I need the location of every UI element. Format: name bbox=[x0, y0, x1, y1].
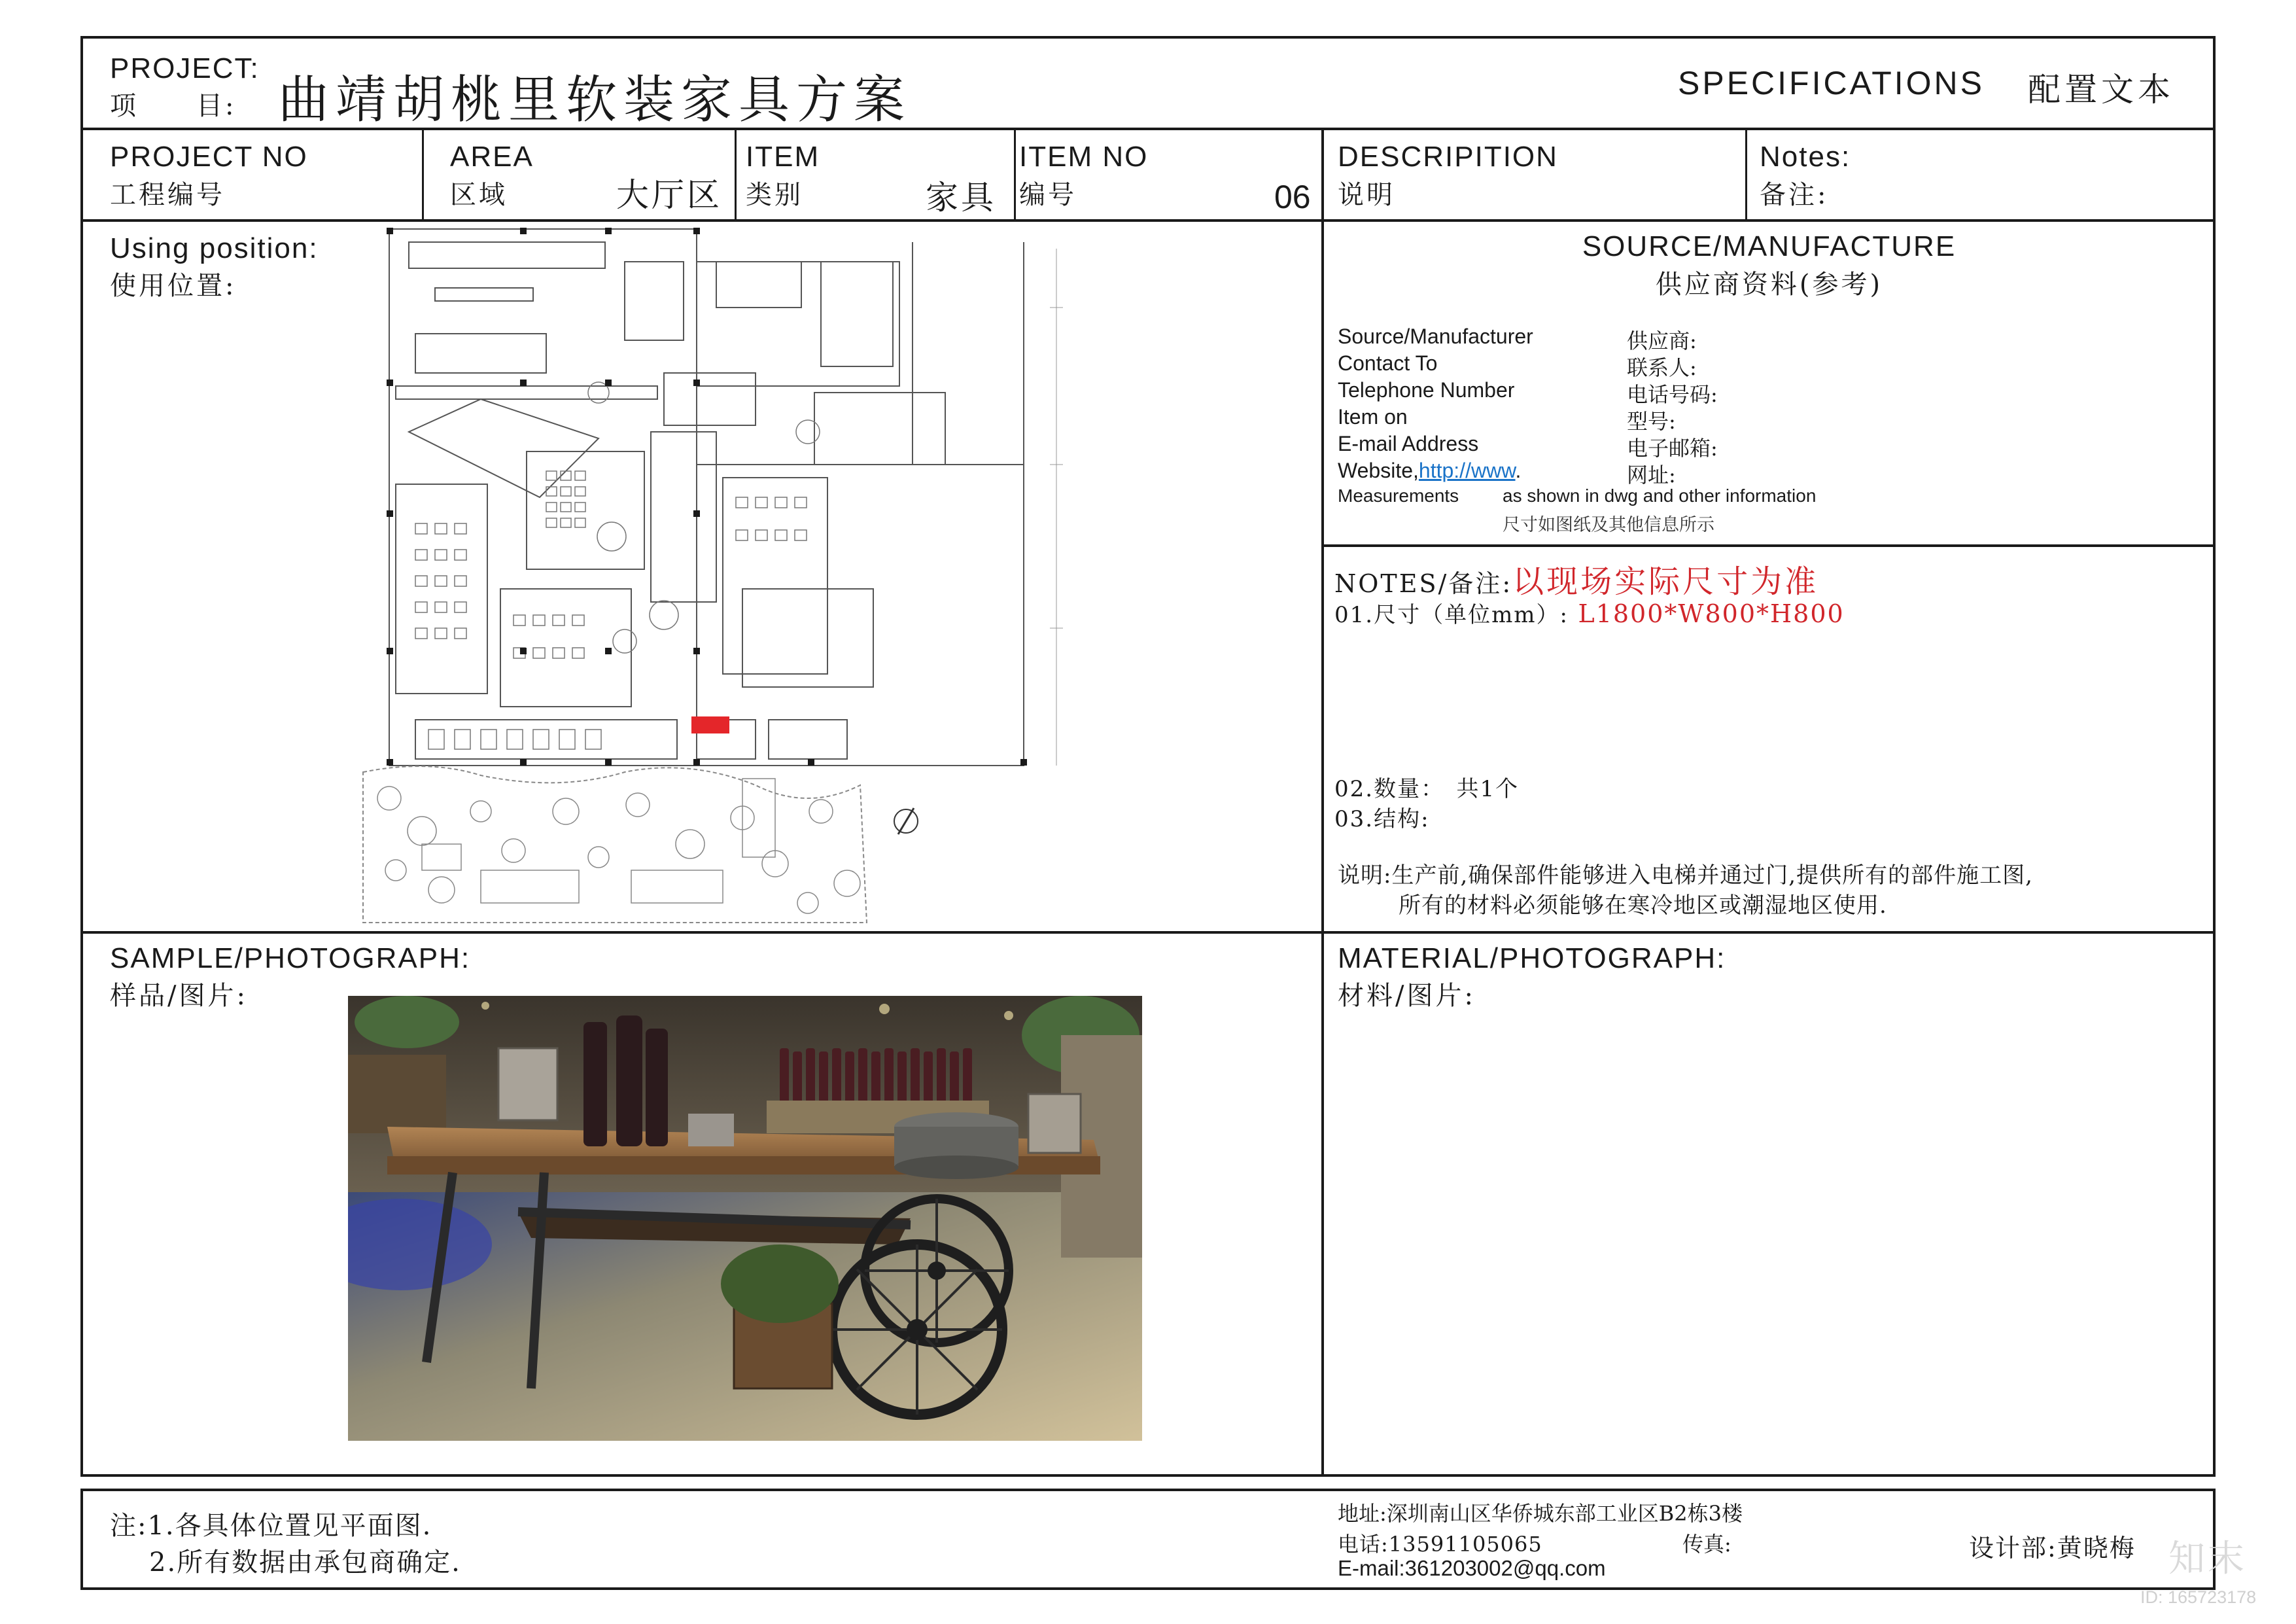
source-row-zh: 型号: bbox=[1627, 409, 1676, 434]
notes-title bbox=[1334, 556, 1818, 601]
material-label-zh: 材料/图片: bbox=[1338, 981, 1476, 1011]
notes-en: Notes: bbox=[1760, 141, 1851, 173]
footer-note-2: 2.所有数据由承包商确定. bbox=[149, 1547, 461, 1578]
qty-label: 02.数量： bbox=[1334, 776, 1445, 802]
source-row bbox=[1338, 325, 2188, 351]
item-en: ITEM bbox=[746, 141, 820, 173]
footer-phone: 电话:13591105065 bbox=[1338, 1532, 1542, 1557]
source-row-en: Telephone Number bbox=[1338, 378, 1515, 402]
source-row-en: Item on bbox=[1338, 405, 1408, 429]
item-zh: 类别 bbox=[746, 180, 803, 210]
source-row-en: Source/Manufacturer bbox=[1338, 325, 1533, 348]
main-vertical bbox=[1321, 128, 1324, 1477]
source-row-en: E-mail Address bbox=[1338, 432, 1479, 455]
description-en: DESCRIPITION bbox=[1338, 141, 1558, 173]
info-col-2 bbox=[735, 128, 737, 221]
area-zh: 区域 bbox=[450, 180, 508, 210]
watermark-id: ID: 165723178 bbox=[2140, 1587, 2257, 1607]
qty-line bbox=[1334, 771, 1519, 803]
middle-divider bbox=[80, 931, 2216, 934]
footer-note-1: 注:1.各具体位置见平面图. bbox=[110, 1511, 432, 1541]
source-title-zh: 供应商资料(参考) bbox=[1655, 270, 1883, 300]
floor-plan bbox=[350, 222, 1089, 929]
description-zh: 说明 bbox=[1338, 180, 1395, 210]
website-link[interactable]: http://www bbox=[1418, 459, 1516, 482]
config-text: 配置文本 bbox=[2028, 71, 2174, 109]
sample-photo bbox=[348, 996, 1142, 1441]
measurements-label: Measurements bbox=[1338, 485, 1459, 506]
source-row bbox=[1338, 378, 2188, 405]
size-value: L1800*W800*H800 bbox=[1578, 599, 1845, 628]
item-no-value: 06 bbox=[1274, 179, 1311, 215]
source-row-zh: 电子邮箱: bbox=[1627, 436, 1718, 461]
notes-title-red: 以现场实际尺寸为准 bbox=[1512, 563, 1819, 600]
source-rows bbox=[1338, 325, 2188, 536]
footer-designer: 设计部:黄晓梅 bbox=[1969, 1534, 2136, 1562]
source-row-zh: 联系人: bbox=[1627, 355, 1697, 380]
source-title-en: SOURCE/MANUFACTURE bbox=[1582, 230, 1957, 262]
explain-line-1: 说明:生产前,确保部件能够进入电梯并通过门,提供所有的部件施工图, bbox=[1338, 862, 2033, 889]
source-row-zh: 供应商: bbox=[1627, 328, 1697, 353]
item-no-zh: 编号 bbox=[1019, 180, 1077, 210]
specifications-title: SPECIFICATIONS bbox=[1678, 65, 1985, 101]
position-label-zh: 使用位置: bbox=[110, 271, 237, 301]
measurements-en: as shown in dwg and other information bbox=[1503, 485, 1817, 506]
size-label: 01.尺寸（单位mm）: bbox=[1334, 602, 1569, 628]
info-col-5 bbox=[1745, 128, 1747, 221]
source-row-website bbox=[1338, 459, 2188, 485]
source-row bbox=[1338, 351, 2188, 378]
website-dot: . bbox=[1515, 459, 1522, 482]
website-zh: 网址: bbox=[1627, 463, 1676, 487]
website-label: Website, bbox=[1338, 459, 1419, 482]
project-label-en: PROJECT: bbox=[110, 52, 260, 84]
sample-label-zh: 样品/图片: bbox=[110, 981, 248, 1011]
source-row bbox=[1338, 405, 2188, 432]
source-row-zh: 电话号码: bbox=[1627, 382, 1718, 407]
source-row-measurements bbox=[1338, 485, 2188, 510]
item-no-en: ITEM NO bbox=[1019, 141, 1149, 173]
structure-line: 03.结构: bbox=[1334, 806, 1430, 832]
project-no-zh: 工程编号 bbox=[110, 180, 225, 210]
material-label-en: MATERIAL/PHOTOGRAPH: bbox=[1338, 942, 1726, 974]
project-title: 曲靖胡桃里软装家具方案 bbox=[278, 71, 912, 130]
sample-label-en: SAMPLE/PHOTOGRAPH: bbox=[110, 942, 471, 974]
footer-email: E-mail:361203002@qq.com bbox=[1338, 1556, 1606, 1580]
info-col-1 bbox=[422, 128, 424, 221]
notes-divider bbox=[1323, 544, 2216, 547]
notes-title-label: NOTES/备注: bbox=[1334, 569, 1513, 598]
source-row-en: Contact To bbox=[1338, 351, 1438, 375]
footer-address: 地址:深圳南山区华侨城东部工业区B2栋3楼 bbox=[1338, 1501, 1743, 1526]
footer-fax: 传真: bbox=[1682, 1532, 1731, 1557]
info-divider bbox=[80, 219, 2216, 222]
source-row bbox=[1338, 432, 2188, 459]
watermark-brand: 知末 bbox=[2168, 1538, 2247, 1580]
notes-zh: 备注: bbox=[1760, 180, 1829, 210]
item-value: 家具 bbox=[926, 179, 996, 217]
project-label-zh: 项 目: bbox=[110, 91, 237, 121]
info-col-3 bbox=[1014, 128, 1016, 221]
qty-value: 共1个 bbox=[1456, 776, 1520, 802]
area-en: AREA bbox=[450, 141, 534, 173]
position-label-en: Using position: bbox=[110, 232, 319, 264]
area-value: 大厅区 bbox=[616, 176, 722, 214]
project-no-en: PROJECT NO bbox=[110, 141, 308, 173]
explain-line-2: 所有的材料必须能够在寒冷地区或潮湿地区使用. bbox=[1399, 892, 1887, 919]
item-location-marker bbox=[691, 716, 729, 733]
measurements-zh: 尺寸如图纸及其他信息所示 bbox=[1503, 515, 1714, 535]
size-line bbox=[1334, 597, 1845, 629]
